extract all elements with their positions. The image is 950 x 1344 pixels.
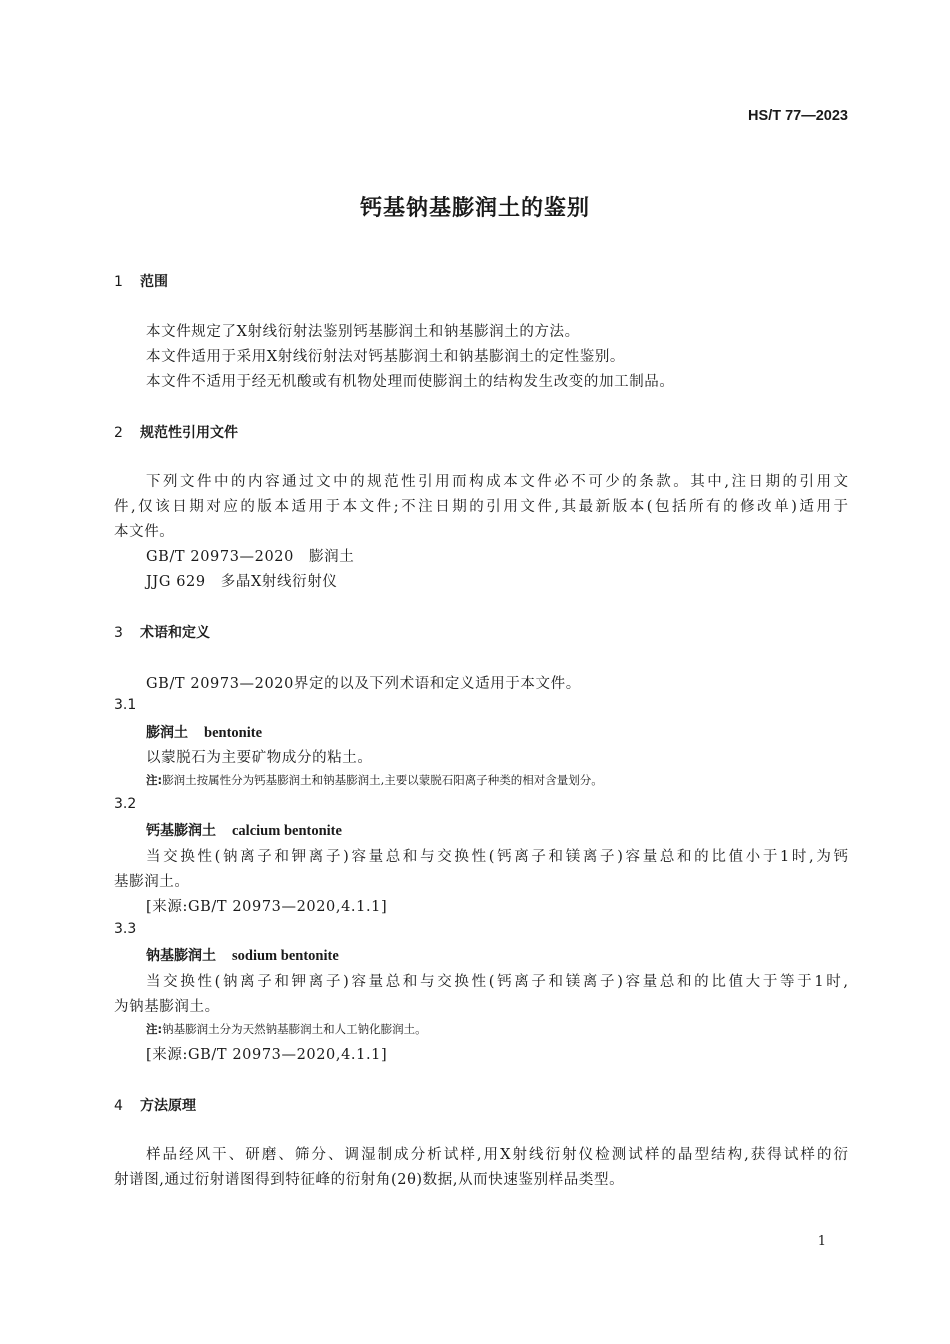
definition-line: 基膨润土。 <box>114 874 190 890</box>
note-text: 膨润土按属性分为钙基膨润土和钠基膨润土,主要以蒙脱石阳离子种类的相对含量划分。 <box>162 773 603 787</box>
normative-reference: JJG 629 多晶X射线衍射仪 <box>146 574 338 590</box>
clause-number: 3.3 <box>114 921 137 937</box>
term-en: bentonite <box>204 725 262 741</box>
section-4-heading <box>114 1095 196 1115</box>
section-title: 术语和定义 <box>140 625 210 641</box>
paragraph: 本文件不适用于经无机酸或有机物处理而使膨润土的结构发生改变的加工制品。 <box>146 374 675 390</box>
clause-number: 3.1 <box>114 697 137 713</box>
document-title: 钙基钠基膨润土的鉴别 <box>359 196 590 221</box>
source-citation: [来源:GB/T 20973—2020,4.1.1] <box>146 899 388 915</box>
definition-line: 为钠基膨润土。 <box>114 999 220 1015</box>
section-2-heading <box>114 422 238 442</box>
section-title: 方法原理 <box>140 1098 196 1114</box>
section-number: 2 <box>114 425 123 441</box>
section-number: 3 <box>114 625 123 641</box>
paragraph: GB/T 20973—2020界定的以及下列术语和定义适用于本文件。 <box>146 676 581 692</box>
paragraph-line: 本文件。 <box>114 524 175 540</box>
term-heading <box>146 945 339 965</box>
source-citation: [来源:GB/T 20973—2020,4.1.1] <box>146 1047 388 1063</box>
paragraph: 本文件规定了X射线衍射法鉴别钙基膨润土和钠基膨润土的方法。 <box>146 324 580 340</box>
paragraph-line: 下列文件中的内容通过文中的规范性引用而构成本文件必不可少的条款。其中,注日期的引用文 <box>146 474 848 490</box>
term-heading <box>146 820 342 840</box>
definition-line: 当交换性(钠离子和钾离子)容量总和与交换性(钙离子和镁离子)容量总和的比值小于1时,为钙 <box>146 849 848 865</box>
page-number: 1 <box>817 1234 826 1249</box>
term-en: calcium bentonite <box>232 823 342 839</box>
term-cn: 钙基膨润土 <box>146 823 216 839</box>
term-cn: 钠基膨润土 <box>146 948 216 964</box>
standard-code: HS/T 77—2023 <box>748 108 848 124</box>
section-number: 4 <box>114 1098 123 1114</box>
section-number: 1 <box>114 274 123 290</box>
section-title: 规范性引用文件 <box>140 425 238 441</box>
note-label: 注: <box>146 773 163 787</box>
section-title: 范围 <box>140 274 168 290</box>
normative-reference: GB/T 20973—2020 膨润土 <box>146 549 355 565</box>
section-1-heading <box>114 271 168 291</box>
term-heading <box>146 722 262 742</box>
note <box>146 772 603 788</box>
definition-line: 当交换性(钠离子和钾离子)容量总和与交换性(钙离子和镁离子)容量总和的比值大于等于1时, <box>146 974 848 990</box>
note-label: 注: <box>146 1022 163 1036</box>
note-text: 钠基膨润土分为天然钠基膨润土和人工钠化膨润土。 <box>162 1022 427 1036</box>
section-3-heading <box>114 622 210 642</box>
clause-number: 3.2 <box>114 796 137 812</box>
paragraph-line: 件,仅该日期对应的版本适用于本文件;不注日期的引用文件,其最新版本(包括所有的修改单)适用于 <box>114 499 848 515</box>
paragraph-line: 射谱图,通过衍射谱图得到特征峰的衍射角(2θ)数据,从而快速鉴别样品类型。 <box>114 1172 625 1188</box>
definition: 以蒙脱石为主要矿物成分的粘土。 <box>146 750 373 766</box>
term-en: sodium bentonite <box>232 948 339 964</box>
term-cn: 膨润土 <box>146 725 188 741</box>
paragraph: 本文件适用于采用X射线衍射法对钙基膨润土和钠基膨润土的定性鉴别。 <box>146 349 626 365</box>
paragraph-line: 样品经风干、研磨、筛分、调湿制成分析试样,用X射线衍射仪检测试样的晶型结构,获得试样的衍 <box>146 1147 848 1163</box>
note <box>146 1021 427 1037</box>
